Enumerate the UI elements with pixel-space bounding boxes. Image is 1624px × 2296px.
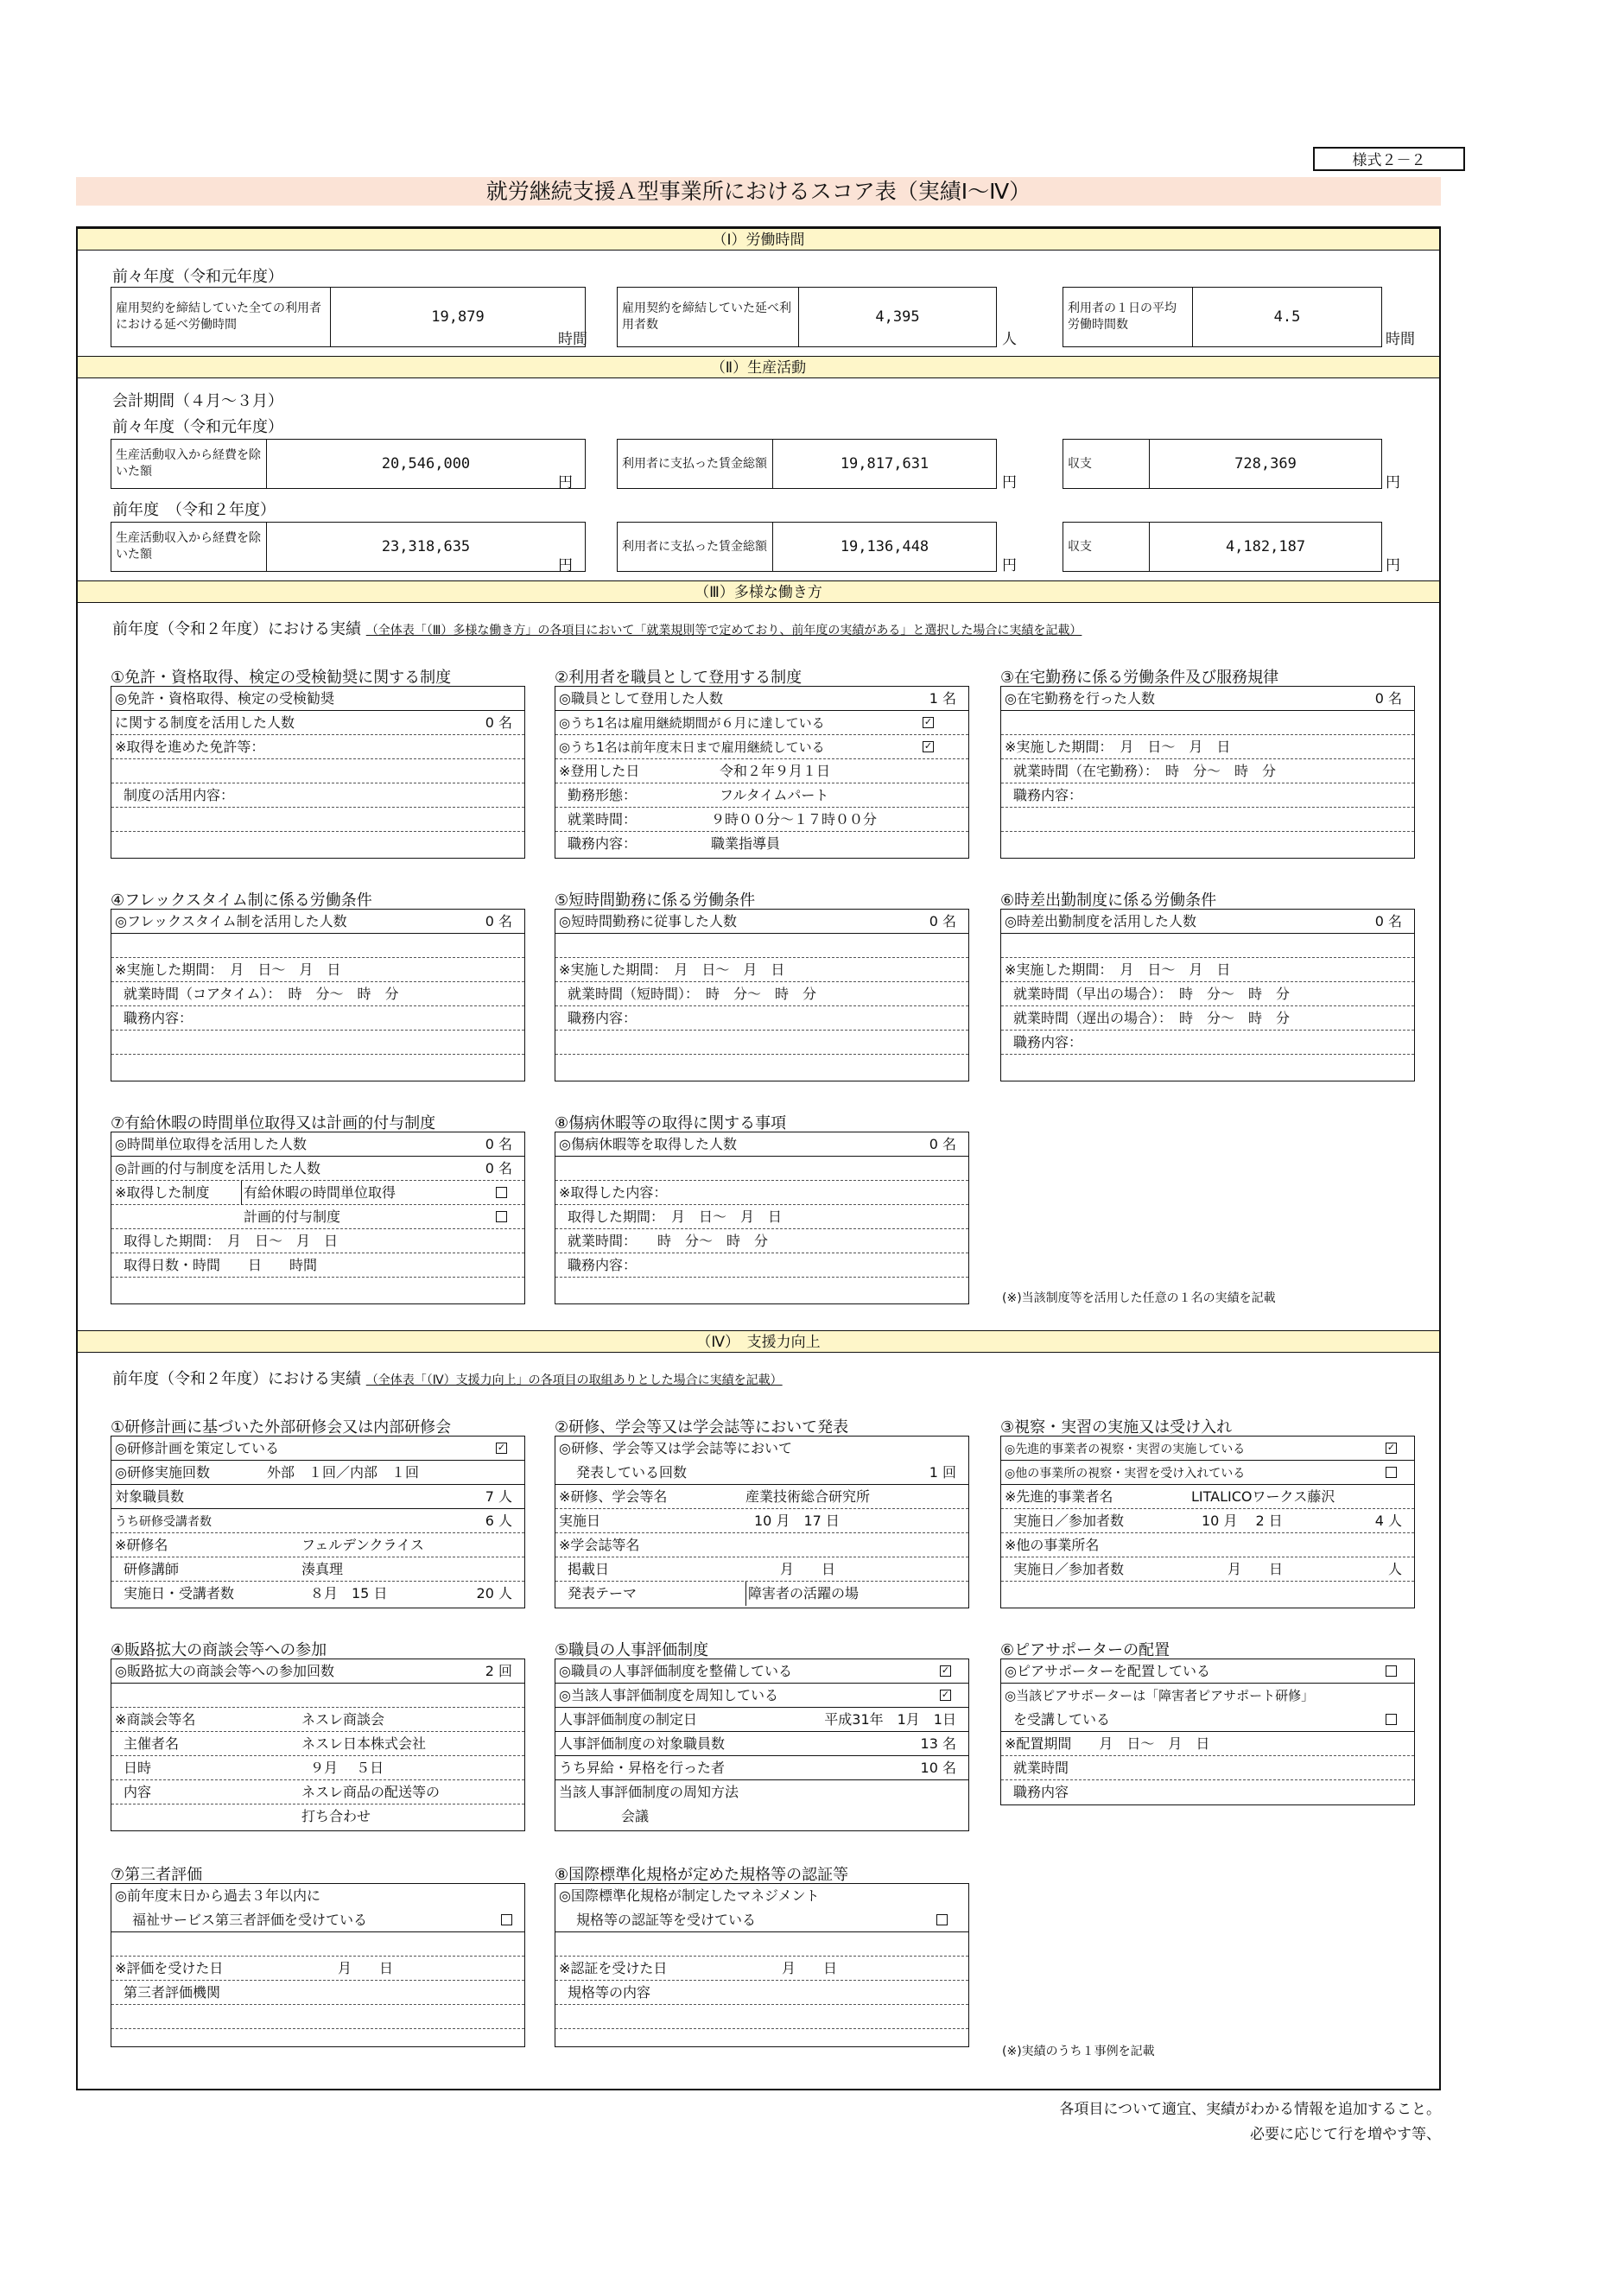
s3-b6-row: ※実施した期間： 月 日～ 月 日 [1001, 958, 1414, 982]
checkbox[interactable] [1386, 1443, 1397, 1454]
s3-b2-row: 就業時間： ９時００分～１７時００分 [555, 808, 968, 832]
s4-b5-row: うち昇給・昇格を行った者 10 名 [555, 1756, 968, 1780]
s4-b7-row: 福祉サービス第三者評価を受けている [111, 1908, 524, 1932]
s4-b7-row: ※評価を受けた日 月 日 [111, 1957, 524, 1981]
s2-period: 会計期間（４月～３月） [112, 392, 283, 410]
s3-b1-row: に関する制度を活用した人数 0 名 [111, 711, 524, 735]
checkbox[interactable] [923, 741, 934, 752]
s4-b2-row: 掲載日 月 日 [555, 1557, 968, 1582]
score-table [76, 226, 1441, 2090]
s1-unit-hours-2: 時間 [1386, 331, 1415, 348]
s1-avg-hours-field [1063, 287, 1382, 347]
s4-b4-row [111, 1684, 524, 1708]
s2-y2-wages-label: 利用者に支払った賃金総額 [618, 523, 773, 571]
s3-b6-row: ◎時差出勤制度を活用した人数 0 名 [1001, 910, 1414, 934]
page-title: 就労継続支援Ａ型事業所におけるスコア表（実績Ⅰ～Ⅳ） [76, 177, 1441, 206]
s4-b7-row [111, 1932, 524, 1957]
s1-unit-people: 人 [1002, 331, 1017, 348]
s2-unit-yen: 円 [558, 474, 573, 492]
s2-y2-balance-value: 4,182,187 [1225, 538, 1306, 555]
s4-b2-row: ※学会誌等名 [555, 1533, 968, 1557]
s3-b8-title: ⑧傷病休暇等の取得に関する事項 [555, 1114, 787, 1132]
s4-b3-box [1000, 1436, 1415, 1608]
s4-b8-row [555, 2005, 968, 2029]
s3-b1-row [111, 759, 524, 783]
s4-b7-title: ⑦第三者評価 [111, 1866, 203, 1884]
s4-b7-row: ◎前年度末日から過去３年以内に [115, 1887, 320, 1904]
s2-y1-net-income-value: 20,546,000 [381, 455, 471, 473]
s4-b6-row: を受講している [1001, 1708, 1414, 1732]
s4-lead-note: （全体表「（Ⅳ）支援力向上」の各項目の取組ありとした場合に実績を記載） [365, 1373, 783, 1387]
s4-b3-row: ※他の事業所名 [1001, 1533, 1414, 1557]
s4-b2-box [555, 1436, 969, 1608]
s4-b2-row: 発表テーマ 障害者の活躍の場 [555, 1582, 968, 1606]
s3-b5-box [555, 909, 969, 1081]
s3-b7-row: 計画的付与制度 [111, 1205, 524, 1229]
checkbox[interactable] [940, 1690, 951, 1701]
checkbox[interactable] [496, 1443, 507, 1454]
s4-b2-row: 実施日 10 月 17 日 [555, 1509, 968, 1533]
section-4-header: （Ⅳ） 支援力向上 [78, 1330, 1439, 1353]
checkbox[interactable] [501, 1914, 512, 1925]
s3-b4-title: ④フレックスタイム制に係る労働条件 [111, 891, 372, 910]
s2-y1-net-income-label: 生産活動収入から経費を除いた額 [111, 440, 267, 488]
s4-b6-row: ※配置期間 月 日～ 月 日 [1001, 1732, 1414, 1756]
s2-y2-balance-label: 収支 [1063, 523, 1150, 571]
s4-b3-title: ③視察・実習の実施又は受け入れ [1000, 1418, 1233, 1437]
s3-b3-row: 職務内容： [1001, 783, 1414, 808]
s3-footnote: (※)当該制度等を活用した任意の１名の実績を記載 [1002, 1291, 1276, 1305]
s2-y2-wages-value: 19,136,448 [840, 538, 929, 555]
s4-b1-row: ◎研修実施回数 外部 １回／内部 １回 [111, 1461, 524, 1485]
s2-y2-net-income-label: 生産活動収入から経費を除いた額 [111, 523, 267, 571]
section-3-header: （Ⅲ）多様な働き方 [78, 580, 1439, 603]
s4-b4-row: 主催者名 ネスレ日本株式会社 [111, 1732, 524, 1756]
s4-b7-box [111, 1883, 525, 2047]
s1-avg-hours-value: 4.5 [1273, 308, 1301, 326]
s3-b5-row [555, 1031, 968, 1055]
s3-b4-box [111, 909, 525, 1081]
s3-b5-row: ※実施した期間： 月 日～ 月 日 [555, 958, 968, 982]
s4-b4-row: ◎販路拡大の商談会等への参加回数 2 回 [111, 1659, 524, 1684]
s4-b6-box [1000, 1659, 1415, 1805]
s3-b5-row: 職務内容： [555, 1006, 968, 1031]
s2-y2-balance-field [1063, 522, 1382, 572]
s1-avg-hours-label: 利用者の１日の平均労働時間数 [1063, 288, 1193, 346]
s1-total-hours-field [111, 287, 586, 347]
s4-b7-row: 第三者評価機関 [111, 1981, 524, 2005]
s4-b8-title: ⑧国際標準化規格が定めた規格等の認証等 [555, 1866, 849, 1884]
s3-b6-title: ⑥時差出勤制度に係る労働条件 [1000, 891, 1217, 910]
checkbox[interactable] [1386, 1467, 1397, 1478]
s2-unit-yen-2: 円 [1002, 474, 1017, 492]
s1-total-hours-label: 雇用契約を締結していた全ての利用者における延べ労働時間 [111, 288, 331, 346]
s3-b2-row: ◎職員として登用した人数 1 名 [555, 687, 968, 711]
checkbox[interactable] [1386, 1665, 1397, 1677]
checkbox[interactable] [936, 1914, 948, 1925]
s4-b1-box [111, 1436, 525, 1608]
s4-b8-row [555, 1932, 968, 1957]
s4-b1-row: うち研修受講者数 6 人 [111, 1509, 524, 1533]
s3-b3-title: ③在宅勤務に係る労働条件及び服務規律 [1000, 669, 1279, 687]
s1-total-hours-value: 19,879 [431, 308, 485, 326]
s3-b7-row: ◎計画的付与制度を活用した人数 0 名 [111, 1157, 524, 1181]
s4-b6-row: ◎当該ピアサポーターは「障害者ピアサポート研修」 [1005, 1688, 1315, 1703]
s3-b4-row [111, 1031, 524, 1055]
s4-b3-row: ◎先進的事業者の視察・実習の実施している ✓ [1001, 1437, 1414, 1461]
s3-b3-box [1000, 686, 1415, 859]
s3-b5-title: ⑤短時間勤務に係る労働条件 [555, 891, 756, 910]
s4-b6-title: ⑥ピアサポーターの配置 [1000, 1641, 1170, 1659]
s2-year2-label: 前年度 （令和２年度） [112, 501, 276, 519]
form-number: 様式２－２ [1313, 147, 1465, 171]
s3-b6-row [1001, 934, 1414, 958]
s3-b4-row: ◎フレックスタイム制を活用した人数 0 名 [111, 910, 524, 934]
s3-b7-row: 取得日数・時間 日 時間 [111, 1253, 524, 1278]
checkbox[interactable] [940, 1665, 951, 1677]
s2-unit-yen-3: 円 [1386, 474, 1400, 492]
s1-users-value: 4,395 [875, 308, 920, 326]
s2-unit-yen-5: 円 [1002, 557, 1017, 574]
s3-b7-row: 取得した期間： 月 日～ 月 日 [111, 1229, 524, 1253]
s3-b1-box [111, 686, 525, 859]
s2-y1-balance-field [1063, 439, 1382, 489]
s2-year1-label: 前々年度（令和元年度） [112, 418, 283, 436]
s1-year-label: 前々年度（令和元年度） [112, 268, 283, 286]
s3-b4-row [111, 934, 524, 958]
s3-b2-row: 職務内容： 職業指導員 [568, 835, 781, 852]
s1-unit-hours: 時間 [558, 331, 587, 348]
s3-b8-row [555, 1157, 968, 1181]
s3-lead-text: 前年度（令和２年度）における実績 [112, 620, 361, 638]
s4-b6-row: 職務内容 [1013, 1784, 1069, 1800]
s3-b8-row: 職務内容： [555, 1253, 968, 1278]
s4-b1-row: ※研修名 フェルデンクライス [111, 1533, 524, 1557]
section-2-header: （Ⅱ）生産活動 [78, 356, 1439, 378]
s4-b3-row: ※先進的事業者名 LITALICOワークス藤沢 [1001, 1485, 1414, 1509]
s4-b3-row: 実施日／参加者数 10 月 2 日 4 人 [1001, 1509, 1414, 1533]
s3-b1-row [111, 808, 524, 832]
s3-b3-row [1001, 711, 1414, 735]
s3-b2-row: ◎うち1名は前年度末日まで雇用継続している ✓ [555, 735, 968, 759]
s3-b2-box [555, 686, 969, 859]
s3-b8-box [555, 1132, 969, 1304]
s4-b2-row: ◎研修、学会等又は学会誌等において [559, 1440, 792, 1456]
checkbox[interactable] [496, 1211, 507, 1222]
s2-y1-wages-field [617, 439, 997, 489]
s4-b4-row: 打ち合わせ [301, 1808, 371, 1824]
s4-b5-title: ⑤職員の人事評価制度 [555, 1641, 709, 1659]
s3-b1-row: ※取得を進めた免許等： [111, 735, 524, 759]
s3-b8-row: 取得した期間： 月 日～ 月 日 [555, 1205, 968, 1229]
s2-y1-balance-label: 収支 [1063, 440, 1150, 488]
s4-b1-row: ◎研修計画を策定している ✓ [111, 1437, 524, 1461]
s2-y1-net-income-field [111, 439, 586, 489]
s2-unit-yen-6: 円 [1386, 557, 1400, 574]
s3-b5-row: 就業時間（短時間）： 時 分～ 時 分 [555, 982, 968, 1006]
s4-b4-row: 日時 ９月 ５日 [111, 1756, 524, 1780]
s3-b6-box [1000, 909, 1415, 1081]
s4-b8-box [555, 1883, 969, 2047]
s2-y1-wages-label: 利用者に支払った賃金総額 [618, 440, 773, 488]
s4-b6-row: 就業時間 [1001, 1756, 1414, 1780]
s2-y2-net-income-field [111, 522, 586, 572]
s3-lead-note: （全体表「（Ⅲ）多様な働き方」の各項目において「就業規則等で定めており、前年度の実績がある」と選択した場合に実績を記載） [365, 624, 1082, 637]
s3-b7-box [111, 1132, 525, 1304]
s3-b5-row: ◎短時間勤務に従事した人数 0 名 [555, 910, 968, 934]
s2-y2-wages-field [617, 522, 997, 572]
s4-b8-row: ◎国際標準化規格が制定したマネジメント [559, 1887, 820, 1904]
s1-users-field [617, 287, 997, 347]
s2-y2-net-income-value: 23,318,635 [381, 538, 471, 555]
s4-footnote: (※)実績のうち１事例を記載 [1002, 2045, 1155, 2058]
s3-lead [112, 617, 1082, 639]
s3-b4-row: ※実施した期間： 月 日～ 月 日 [111, 958, 524, 982]
s3-b4-row: 職務内容： [111, 1006, 524, 1031]
s3-b5-row [555, 934, 968, 958]
s3-b3-row: ◎在宅勤務を行った人数 0 名 [1001, 687, 1414, 711]
s3-b6-row: 就業時間（遅出の場合）： 時 分～ 時 分 [1001, 1006, 1414, 1031]
s3-b1-title: ①免許・資格取得、検定の受検勧奨に関する制度 [111, 669, 452, 687]
s4-b4-title: ④販路拡大の商談会等への参加 [111, 1641, 327, 1659]
s3-b1-row: ◎免許・資格取得、検定の受検勧奨 [111, 687, 524, 711]
s4-b5-box [555, 1659, 969, 1831]
s4-b5-row: 当該人事評価制度の周知方法 [559, 1784, 739, 1800]
s4-b2-title: ②研修、学会等又は学会誌等において発表 [555, 1418, 849, 1437]
s4-b1-title: ①研修計画に基づいた外部研修会又は内部研修会 [111, 1418, 452, 1437]
s4-lead [112, 1367, 783, 1389]
s4-lead-text: 前年度（令和２年度）における実績 [112, 1370, 361, 1388]
footer-note-2: 必要に応じて行を増やす等、 [1250, 2126, 1441, 2143]
s4-b5-row: ◎職員の人事評価制度を整備している ✓ [555, 1659, 968, 1684]
section-1-header: （Ⅰ）労働時間 [78, 228, 1439, 251]
s2-unit-yen-4: 円 [558, 557, 573, 574]
s4-b8-row: 規格等の内容 [555, 1981, 968, 2005]
s3-b7-title: ⑦有給休暇の時間単位取得又は計画的付与制度 [111, 1114, 436, 1132]
s3-b2-row: ※登用した日 令和２年９月１日 [555, 759, 968, 783]
s3-b2-row: 勤務形態： フルタイムパート [555, 783, 968, 808]
s4-b3-row: 実施日／参加者数 月 日 人 [1001, 1557, 1414, 1582]
s4-b5-row: 人事評価制度の対象職員数 13 名 [555, 1732, 968, 1756]
s3-b4-row: 就業時間（コアタイム）： 時 分～ 時 分 [111, 982, 524, 1006]
s4-b4-row: 内容 ネスレ商品の配送等の [111, 1780, 524, 1804]
s4-b3-row: ◎他の事業所の視察・実習を受け入れている [1001, 1461, 1414, 1485]
s3-b8-row: ※取得した内容： [555, 1181, 968, 1205]
s3-b3-row [1001, 808, 1414, 832]
s4-b2-row: ※研修、学会等名 産業技術総合研究所 [555, 1485, 968, 1509]
s4-b7-row [111, 2005, 524, 2029]
footer-note-1: 各項目について適宜、実績がわかる情報を追加すること。 [1059, 2101, 1441, 2118]
s4-b8-row: 規格等の認証等を受けている [555, 1908, 968, 1932]
s4-b5-row: 会議 [621, 1808, 650, 1824]
s3-b2-row: ◎うち1名は雇用継続期間が６月に達している ✓ [555, 711, 968, 735]
s4-b4-row: ※商談会等名 ネスレ商談会 [111, 1708, 524, 1732]
s3-b8-row: ◎傷病休暇等を取得した人数 0 名 [555, 1132, 968, 1157]
s4-b4-box [111, 1659, 525, 1831]
s3-b1-row: 制度の活用内容： [111, 783, 524, 808]
s3-b6-row: 職務内容： [1001, 1031, 1414, 1055]
s3-b3-row: ※実施した期間： 月 日～ 月 日 [1001, 735, 1414, 759]
s4-b1-row: 対象職員数 7 人 [111, 1485, 524, 1509]
s3-b6-row: 就業時間（早出の場合）： 時 分～ 時 分 [1001, 982, 1414, 1006]
checkbox[interactable] [496, 1187, 507, 1198]
s2-y1-wages-value: 19,817,631 [840, 455, 929, 473]
checkbox[interactable] [923, 717, 934, 728]
s2-y1-balance-value: 728,369 [1234, 455, 1297, 473]
s3-b8-row: 就業時間： 時 分～ 時 分 [555, 1229, 968, 1253]
s3-b2-title: ②利用者を職員として登用する制度 [555, 669, 802, 687]
s3-b7-row: ※取得した制度 有給休暇の時間単位取得 [111, 1181, 524, 1205]
s3-b7-row: ◎時間単位取得を活用した人数 0 名 [111, 1132, 524, 1157]
checkbox[interactable] [1386, 1714, 1397, 1725]
s1-users-label: 雇用契約を締結していた延べ利用者数 [618, 288, 799, 346]
s4-b5-row: ◎当該人事評価制度を周知している ✓ [555, 1684, 968, 1708]
s4-b1-row: 研修講師 湊真理 [111, 1557, 524, 1582]
s4-b1-row: 実施日・受講者数 ８月 15 日 20 人 [124, 1585, 512, 1601]
s4-b2-row: 発表している回数 1 回 [555, 1461, 968, 1485]
s3-b3-row: 就業時間（在宅勤務）： 時 分～ 時 分 [1001, 759, 1414, 783]
s4-b8-row: ※認証を受けた日 月 日 [555, 1957, 968, 1981]
s4-b5-row: 人事評価制度の制定日 平成31年 1月 1日 [555, 1708, 968, 1732]
s4-b6-row: ◎ピアサポーターを配置している [1001, 1659, 1414, 1684]
